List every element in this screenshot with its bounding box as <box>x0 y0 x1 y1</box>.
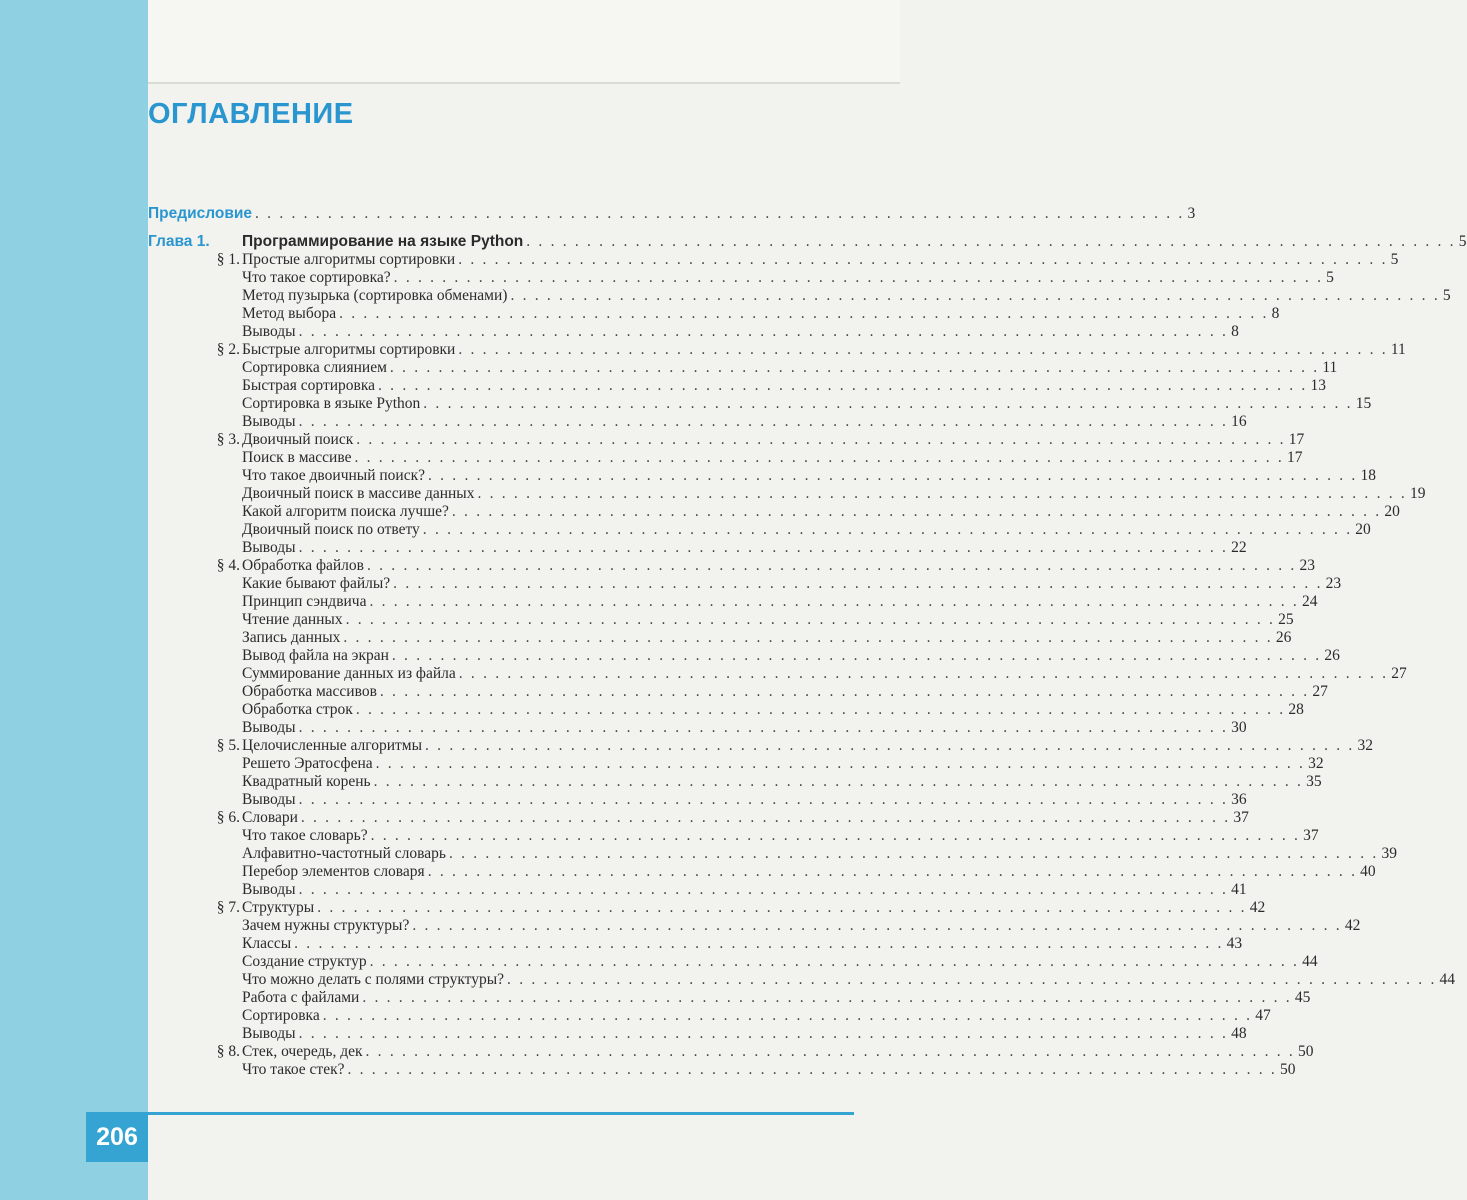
toc-entry-page: 30 <box>1231 719 1247 736</box>
section-number: § 3. <box>216 431 240 448</box>
toc-entry-label: Что можно делать с полями структуры? <box>242 971 505 988</box>
toc-entry-page: 32 <box>1308 755 1324 772</box>
dot-leader: . . . . . . . . . . . . . . . . . . . . . . . . . . . . . . . . . . . . . . . . . . . . . . . . . . . . . . . . . . . . . . . . . . . . . . . . . . . . . <box>298 719 1229 736</box>
dot-leader: . . . . . . . . . . . . . . . . . . . . . . . . . . . . . . . . . . . . . . . . . . . . . . . . . . . . . . . . . . . . . . . . . . . . . . . . . . . . . <box>354 449 1284 466</box>
left-color-band <box>0 0 148 1200</box>
toc-entry-page: 50 <box>1279 1061 1296 1078</box>
toc-entry <box>148 503 1400 521</box>
dot-leader: . . . . . . . . . . . . . . . . . . . . . . . . . . . . . . . . . . . . . . . . . . . . . . . . . . . . . . . . . . . . . . . . . . . . . . . . . . . . . <box>389 359 1320 376</box>
toc-entry <box>148 521 1371 539</box>
toc-entry-label: Предисловие <box>148 205 253 222</box>
toc-entry-page: 26 <box>1275 629 1292 646</box>
dot-leader: . . . . . . . . . . . . . . . . . . . . . . . . . . . . . . . . . . . . . . . . . . . . . . . . . . . . . . . . . . . . . . . . . . . . . . . . . . . . . <box>345 611 1276 628</box>
dot-leader: . . . . . . . . . . . . . . . . . . . . . . . . . . . . . . . . . . . . . . . . . . . . . . . . . . . . . . . . . . . . . . . . . . . . . . . . . . . . . <box>451 503 1382 520</box>
section-number: § 7. <box>216 899 240 916</box>
toc-entry-label: Алфавитно-частотный словарь <box>242 845 446 862</box>
toc-entry-label: Метод пузырька (сортировка обменами) <box>242 287 508 304</box>
dot-leader: . . . . . . . . . . . . . . . . . . . . . . . . . . . . . . . . . . . . . . . . . . . . . . . . . . . . . . . . . . . . . . . . . . . . . . . . . . . . . <box>298 1025 1229 1042</box>
toc-entry-page: 11 <box>1322 359 1338 376</box>
toc-entry-page: 36 <box>1231 791 1247 808</box>
toc-entry <box>148 377 1327 395</box>
page-title: ОГЛАВЛЕНИЕ <box>148 98 354 130</box>
toc-entry <box>148 413 1247 431</box>
dot-leader: . . . . . . . . . . . . . . . . . . . . . . . . . . . . . . . . . . . . . . . . . . . . . . . . . . . . . . . . . . . . . . . . . . . . . . . . . . . . . <box>379 683 1310 700</box>
toc-entry-page: 25 <box>1278 611 1294 628</box>
toc-entry <box>148 863 1376 881</box>
toc-entry-label: Простые алгоритмы сортировки <box>242 251 456 268</box>
toc-entry-page: 40 <box>1360 863 1376 880</box>
toc-entry <box>148 683 1328 701</box>
toc-entry-page: 23 <box>1299 557 1315 574</box>
toc-entry-page: 27 <box>1312 683 1328 700</box>
dot-leader: . . . . . . . . . . . . . . . . . . . . . . . . . . . . . . . . . . . . . . . . . . . . . . . . . . . . . . . . . . . . . . . . . . . . . . . . . . . . . <box>393 269 1324 286</box>
toc-entry-label: Что такое стек? <box>242 1061 345 1078</box>
toc-entry-label: Сортировка слиянием <box>242 359 387 376</box>
dot-leader: . . . . . . . . . . . . . . . . . . . . . . . . . . . . . . . . . . . . . . . . . . . . . . . . . . . . . . . . . . . . . . . . . . . . . . . . . . . . . <box>322 1007 1253 1024</box>
toc-entry-label: Что такое двоичный поиск? <box>242 467 425 484</box>
toc-entry-page: 45 <box>1294 989 1311 1006</box>
toc-entry <box>148 989 1311 1007</box>
toc-entry-label: Словари <box>242 809 298 826</box>
toc-entry-page: 20 <box>1355 521 1371 538</box>
dot-leader: . . . . . . . . . . . . . . . . . . . . . . . . . . . . . . . . . . . . . . . . . . . . . . . . . . . . . . . . . . . . . . . . . . . . . . . . . . . . . <box>427 863 1358 880</box>
toc-entry <box>148 773 1322 791</box>
toc-entry-label: Перебор элементов словаря <box>242 863 425 880</box>
toc-entry-page: 3 <box>1187 205 1196 222</box>
toc-entry-label: Суммирование данных из файла <box>242 665 456 682</box>
toc-entry <box>148 701 1304 719</box>
toc-entry-label: Запись данных <box>242 629 341 646</box>
dot-leader: . . . . . . . . . . . . . . . . . . . . . . . . . . . . . . . . . . . . . . . . . . . . . . . . . . . . . . . . . . . . . . . . . . . . . . . . . . . . . <box>423 395 1353 412</box>
dot-leader: . . . . . . . . . . . . . . . . . . . . . . . . . . . . . . . . . . . . . . . . . . . . . . . . . . . . . . . . . . . . . . . . . . . . . . . . . . . . . <box>355 701 1286 718</box>
dot-leader: . . . . . . . . . . . . . . . . . . . . . . . . . . . . . . . . . . . . . . . . . . . . . . . . . . . . . . . . . . . . . . . . . . . . . . . . . . . . . <box>428 467 1358 484</box>
toc-entry-label: Какой алгоритм поиска лучше? <box>242 503 449 520</box>
toc-entry <box>148 431 1305 449</box>
toc-entry-label: Быстрая сортировка <box>242 377 376 394</box>
toc-entry-page: 5 <box>1326 269 1334 286</box>
toc-entry-page: 8 <box>1231 323 1239 340</box>
dot-leader: . . . . . . . . . . . . . . . . . . . . . . . . . . . . . . . . . . . . . . . . . . . . . . . . . . . . . . . . . . . . . . . . . . . . . . . . . . . . . <box>298 791 1229 808</box>
toc-entry-label: Чтение данных <box>242 611 343 628</box>
section-number: § 2. <box>216 341 240 358</box>
toc-entry-page: 42 <box>1344 917 1361 934</box>
toc-entry-label: Обработка файлов <box>242 557 364 574</box>
toc-entry-page: 16 <box>1231 413 1247 430</box>
toc-entry-page: 17 <box>1288 431 1305 448</box>
toc-entry-label: Обработка строк <box>242 701 353 718</box>
dot-leader: . . . . . . . . . . . . . . . . . . . . . . . . . . . . . . . . . . . . . . . . . . . . . . . . . . . . . . . . . . . . . . . . . . . . . . . . . . . . . <box>458 665 1389 682</box>
toc-entry-label: Выводы <box>242 881 296 898</box>
toc-entry-label: Зачем нужны структуры? <box>242 917 410 934</box>
dot-leader: . . . . . . . . . . . . . . . . . . . . . . . . . . . . . . . . . . . . . . . . . . . . . . . . . . . . . . . . . . . . . . . . . . . . . . . . . . . . . <box>391 647 1322 664</box>
toc-entry-page: 5 <box>1442 287 1451 304</box>
dot-leader: . . . . . . . . . . . . . . . . . . . . . . . . . . . . . . . . . . . . . . . . . . . . . . . . . . . . . . . . . . . . . . . . . . . . . . . . . . . . . <box>448 845 1379 862</box>
dot-leader: . . . . . . . . . . . . . . . . . . . . . . . . . . . . . . . . . . . . . . . . . . . . . . . . . . . . . . . . . . . . . . . . . . . . . . . . . . . . . <box>300 809 1231 826</box>
toc-entry-label: Выводы <box>242 413 296 430</box>
dot-leader: . . . . . . . . . . . . . . . . . . . . . . . . . . . . . . . . . . . . . . . . . . . . . . . . . . . . . . . . . . . . . . . . . . . . . . . . . . . . . <box>526 233 1456 250</box>
toc-entry-label: Выводы <box>242 539 296 556</box>
toc-entry <box>148 251 1399 269</box>
toc-entry-page: 5 <box>1390 251 1399 268</box>
toc-entry <box>148 467 1376 485</box>
toc-entry-label: Метод выбора <box>242 305 337 322</box>
toc-entry <box>148 359 1338 377</box>
dot-leader: . . . . . . . . . . . . . . . . . . . . . . . . . . . . . . . . . . . . . . . . . . . . . . . . . . . . . . . . . . . . . . . . . . . . . . . . . . . . . <box>298 539 1229 556</box>
chapter-number: Глава 1. <box>148 233 210 250</box>
section-number: § 8. <box>216 1043 240 1060</box>
toc-entry-label: Что такое словарь? <box>242 827 368 844</box>
toc-entry <box>148 719 1247 737</box>
dot-leader: . . . . . . . . . . . . . . . . . . . . . . . . . . . . . . . . . . . . . . . . . . . . . . . . . . . . . . . . . . . . . . . . . . . . . . . . . . . . . <box>393 575 1323 592</box>
toc-entry-label: Стек, очередь, дек <box>242 1043 363 1060</box>
toc-entry <box>148 755 1324 773</box>
dot-leader: . . . . . . . . . . . . . . . . . . . . . . . . . . . . . . . . . . . . . . . . . . . . . . . . . . . . . . . . . . . . . . . . . . . . . . . . . . . . . <box>298 323 1229 340</box>
dot-leader: . . . . . . . . . . . . . . . . . . . . . . . . . . . . . . . . . . . . . . . . . . . . . . . . . . . . . . . . . . . . . . . . . . . . . . . . . . . . . <box>477 485 1407 502</box>
dot-leader: . . . . . . . . . . . . . . . . . . . . . . . . . . . . . . . . . . . . . . . . . . . . . . . . . . . . . . . . . . . . . . . . . . . . . . . . . . . . . <box>356 431 1286 448</box>
toc-entry-page: 44 <box>1439 971 1456 988</box>
toc-entry <box>148 395 1372 413</box>
toc-entry <box>148 575 1342 593</box>
toc-entry <box>148 953 1318 971</box>
toc-entry-page: 26 <box>1324 647 1340 664</box>
dot-leader: . . . . . . . . . . . . . . . . . . . . . . . . . . . . . . . . . . . . . . . . . . . . . . . . . . . . . . . . . . . . . . . . . . . . . . . . . . . . . <box>298 413 1229 430</box>
dot-leader: . . . . . . . . . . . . . . . . . . . . . . . . . . . . . . . . . . . . . . . . . . . . . . . . . . . . . . . . . . . . . . . . . . . . . . . . . . . . . <box>412 917 1342 934</box>
toc-entry <box>148 1043 1314 1061</box>
toc-entry-label: Быстрые алгоритмы сортировки <box>242 341 456 358</box>
toc-entry <box>148 305 1280 323</box>
dot-leader: . . . . . . . . . . . . . . . . . . . . . . . . . . . . . . . . . . . . . . . . . . . . . . . . . . . . . . . . . . . . . . . . . . . . . . . . . . . . . <box>298 881 1229 898</box>
dot-leader: . . . . . . . . . . . . . . . . . . . . . . . . . . . . . . . . . . . . . . . . . . . . . . . . . . . . . . . . . . . . . . . . . . . . . . . . . . . . . <box>365 1043 1296 1060</box>
toc-entry-page: 37 <box>1233 809 1249 826</box>
toc-entry-page: 44 <box>1302 953 1318 970</box>
toc-entry-label: Что такое сортировка? <box>242 269 391 286</box>
toc-entry-label: Двоичный поиск <box>242 431 354 448</box>
toc-entry-page: 41 <box>1231 881 1247 898</box>
dot-leader: . . . . . . . . . . . . . . . . . . . . . . . . . . . . . . . . . . . . . . . . . . . . . . . . . . . . . . . . . . . . . . . . . . . . . . . . . . . . . <box>425 737 1355 754</box>
toc-entry-page: 47 <box>1255 1007 1271 1024</box>
toc-entry-label: Классы <box>242 935 292 952</box>
toc-entry-label: Сортировка <box>242 1007 320 1024</box>
dot-leader: . . . . . . . . . . . . . . . . . . . . . . . . . . . . . . . . . . . . . . . . . . . . . . . . . . . . . . . . . . . . . . . . . . . . . . . . . . . . . <box>458 341 1388 358</box>
toc-entry-label: Создание структур <box>242 953 367 970</box>
toc-entry <box>148 935 1243 953</box>
toc-entry-page: 28 <box>1288 701 1304 718</box>
toc-entry <box>148 449 1303 467</box>
toc-entry <box>148 205 1196 223</box>
dot-leader: . . . . . . . . . . . . . . . . . . . . . . . . . . . . . . . . . . . . . . . . . . . . . . . . . . . . . . . . . . . . . . . . . . . . . . . . . . . . . <box>347 1061 1277 1078</box>
toc-entry <box>148 1025 1247 1043</box>
toc-entry-label: Целочисленные алгоритмы <box>242 737 423 754</box>
toc-entry-label: Двоичный поиск по ответу <box>242 521 420 538</box>
toc-entry <box>148 665 1407 683</box>
toc-entry <box>148 629 1292 647</box>
toc-entry <box>148 971 1456 989</box>
toc-entry-page: 11 <box>1390 341 1406 358</box>
toc-entry-label: Вывод файла на экран <box>242 647 389 664</box>
dot-leader: . . . . . . . . . . . . . . . . . . . . . . . . . . . . . . . . . . . . . . . . . . . . . . . . . . . . . . . . . . . . . . . . . . . . . . . . . . . . . <box>317 899 1247 916</box>
toc-entry-label: Квадратный корень <box>242 773 371 790</box>
section-number: § 4. <box>216 557 240 574</box>
toc-entry-label: Решето Эратосфена <box>242 755 373 772</box>
section-number: § 6. <box>216 809 240 826</box>
dot-leader: . . . . . . . . . . . . . . . . . . . . . . . . . . . . . . . . . . . . . . . . . . . . . . . . . . . . . . . . . . . . . . . . . . . . . . . . . . . . . <box>255 205 1185 222</box>
toc-entry-page: 42 <box>1249 899 1266 916</box>
toc-entry-page: 37 <box>1303 827 1319 844</box>
toc-entry-page: 20 <box>1384 503 1400 520</box>
toc-entry-label: Какие бывают файлы? <box>242 575 391 592</box>
dot-leader: . . . . . . . . . . . . . . . . . . . . . . . . . . . . . . . . . . . . . . . . . . . . . . . . . . . . . . . . . . . . . . . . . . . . . . . . . . . . . <box>339 305 1269 322</box>
dot-leader: . . . . . . . . . . . . . . . . . . . . . . . . . . . . . . . . . . . . . . . . . . . . . . . . . . . . . . . . . . . . . . . . . . . . . . . . . . . . . <box>373 773 1304 790</box>
toc-entry <box>148 269 1334 287</box>
section-number: § 5. <box>216 737 240 754</box>
dot-leader: . . . . . . . . . . . . . . . . . . . . . . . . . . . . . . . . . . . . . . . . . . . . . . . . . . . . . . . . . . . . . . . . . . . . . . . . . . . . . <box>422 521 1353 538</box>
dot-leader: . . . . . . . . . . . . . . . . . . . . . . . . . . . . . . . . . . . . . . . . . . . . . . . . . . . . . . . . . . . . . . . . . . . . . . . . . . . . . <box>507 971 1437 988</box>
toc-entry-page: 43 <box>1226 935 1243 952</box>
section-number: § 1. <box>216 251 240 268</box>
toc-entry <box>148 917 1361 935</box>
toc-entry-label: Двоичный поиск в массиве данных <box>242 485 475 502</box>
toc-entry <box>148 899 1266 917</box>
page-number-badge: 206 <box>86 1112 148 1162</box>
toc-entry-page: 19 <box>1409 485 1426 502</box>
toc-entry <box>148 647 1340 665</box>
toc-entry-page: 24 <box>1301 593 1318 610</box>
dot-leader: . . . . . . . . . . . . . . . . . . . . . . . . . . . . . . . . . . . . . . . . . . . . . . . . . . . . . . . . . . . . . . . . . . . . . . . . . . . . . <box>375 755 1306 772</box>
toc-entry <box>148 845 1397 863</box>
toc-entry-page: 18 <box>1360 467 1376 484</box>
dot-leader: . . . . . . . . . . . . . . . . . . . . . . . . . . . . . . . . . . . . . . . . . . . . . . . . . . . . . . . . . . . . . . . . . . . . . . . . . . . . . <box>369 953 1300 970</box>
dot-leader: . . . . . . . . . . . . . . . . . . . . . . . . . . . . . . . . . . . . . . . . . . . . . . . . . . . . . . . . . . . . . . . . . . . . . . . . . . . . . <box>458 251 1388 268</box>
toc-entry-page: 35 <box>1306 773 1322 790</box>
toc-entry-label: Работа с файлами <box>242 989 360 1006</box>
toc-entry <box>148 1007 1271 1025</box>
toc-entry <box>148 557 1315 575</box>
toc-entry-label: Выводы <box>242 719 296 736</box>
toc-entry-page: 23 <box>1325 575 1342 592</box>
top-header-strip <box>148 0 900 84</box>
toc-entry <box>148 287 1451 305</box>
toc-entry-label: Структуры <box>242 899 315 916</box>
dot-leader: . . . . . . . . . . . . . . . . . . . . . . . . . . . . . . . . . . . . . . . . . . . . . . . . . . . . . . . . . . . . . . . . . . . . . . . . . . . . . <box>369 593 1299 610</box>
toc-entry <box>148 233 1467 251</box>
dot-leader: . . . . . . . . . . . . . . . . . . . . . . . . . . . . . . . . . . . . . . . . . . . . . . . . . . . . . . . . . . . . . . . . . . . . . . . . . . . . . <box>510 287 1440 304</box>
toc-entry <box>148 611 1294 629</box>
toc-entry-page: 48 <box>1231 1025 1247 1042</box>
dot-leader: . . . . . . . . . . . . . . . . . . . . . . . . . . . . . . . . . . . . . . . . . . . . . . . . . . . . . . . . . . . . . . . . . . . . . . . . . . . . . <box>378 377 1308 394</box>
toc-entry <box>148 539 1247 557</box>
dot-leader: . . . . . . . . . . . . . . . . . . . . . . . . . . . . . . . . . . . . . . . . . . . . . . . . . . . . . . . . . . . . . . . . . . . . . . . . . . . . . <box>294 935 1224 952</box>
toc-entry-page: 39 <box>1381 845 1397 862</box>
toc-entry-label: Принцип сэндвича <box>242 593 367 610</box>
toc-entry-label: Сортировка в языке Python <box>242 395 421 412</box>
dot-leader: . . . . . . . . . . . . . . . . . . . . . . . . . . . . . . . . . . . . . . . . . . . . . . . . . . . . . . . . . . . . . . . . . . . . . . . . . . . . . <box>362 989 1292 1006</box>
toc-entry-page: 5 <box>1458 233 1467 250</box>
toc-entry <box>148 737 1373 755</box>
toc-entry-page: 13 <box>1310 377 1327 394</box>
toc-entry <box>148 341 1406 359</box>
toc-entry <box>148 827 1319 845</box>
toc-entry-page: 8 <box>1271 305 1280 322</box>
toc-entry <box>148 809 1249 827</box>
toc-entry-label: Обработка массивов <box>242 683 377 700</box>
toc-entry-label: Выводы <box>242 1025 296 1042</box>
toc-entry-page: 22 <box>1231 539 1247 556</box>
toc-entry-page: 15 <box>1355 395 1372 412</box>
toc-entry-page: 27 <box>1391 665 1407 682</box>
toc-entry-label: Программирование на языке Python <box>242 233 524 250</box>
toc-entry-label: Выводы <box>242 791 296 808</box>
toc-entry-label: Поиск в массиве <box>242 449 352 466</box>
toc-entry <box>148 485 1426 503</box>
toc-entry-label: Выводы <box>242 323 296 340</box>
dot-leader: . . . . . . . . . . . . . . . . . . . . . . . . . . . . . . . . . . . . . . . . . . . . . . . . . . . . . . . . . . . . . . . . . . . . . . . . . . . . . <box>370 827 1301 844</box>
toc-entry <box>148 1061 1296 1079</box>
toc-entry <box>148 791 1247 809</box>
table-of-contents <box>148 205 1467 1079</box>
dot-leader: . . . . . . . . . . . . . . . . . . . . . . . . . . . . . . . . . . . . . . . . . . . . . . . . . . . . . . . . . . . . . . . . . . . . . . . . . . . . . <box>343 629 1273 646</box>
toc-entry-page: 50 <box>1298 1043 1314 1060</box>
toc-entry-page: 17 <box>1286 449 1303 466</box>
toc-entry <box>148 323 1239 341</box>
bottom-divider <box>148 1112 854 1115</box>
dot-leader: . . . . . . . . . . . . . . . . . . . . . . . . . . . . . . . . . . . . . . . . . . . . . . . . . . . . . . . . . . . . . . . . . . . . . . . . . . . . . <box>367 557 1297 574</box>
toc-entry-page: 32 <box>1357 737 1373 754</box>
toc-entry <box>148 881 1247 899</box>
toc-entry <box>148 593 1318 611</box>
